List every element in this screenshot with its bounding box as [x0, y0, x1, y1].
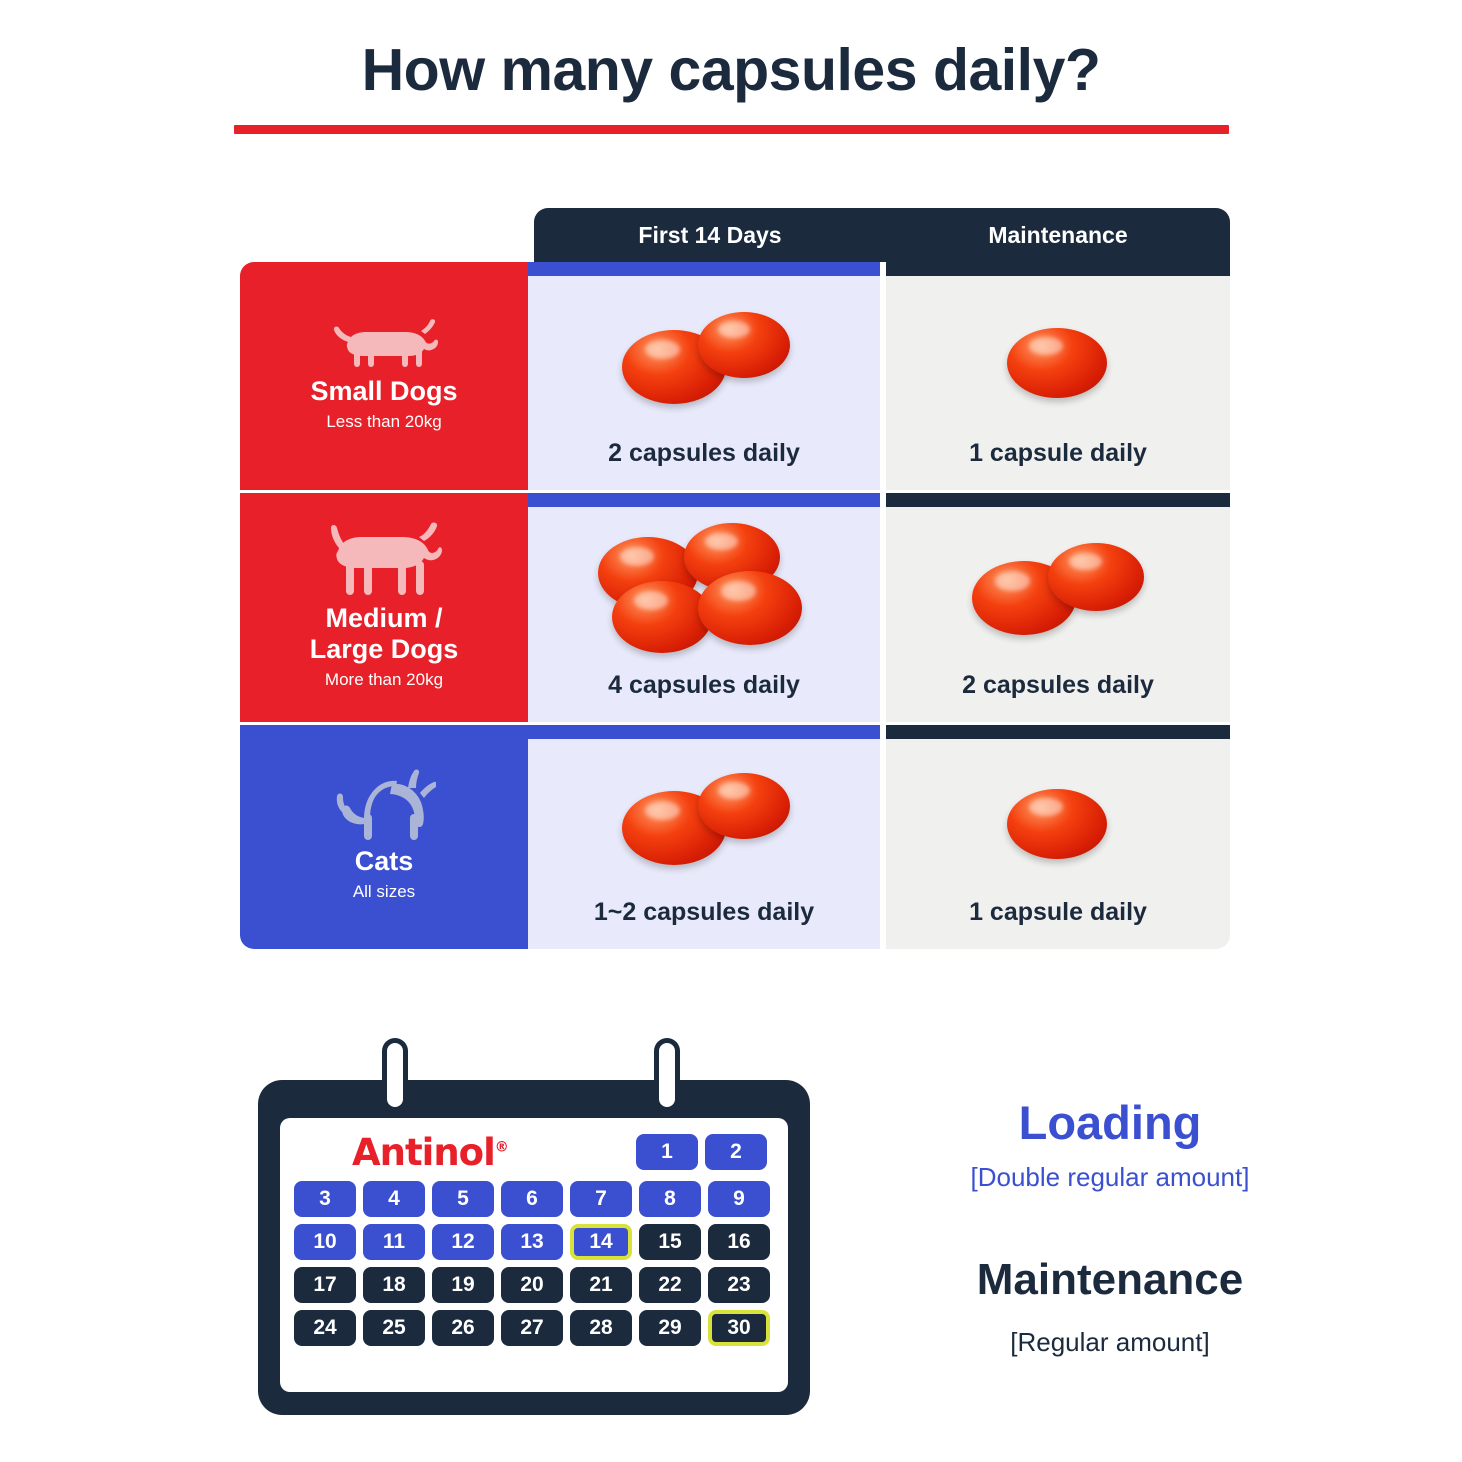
calendar-day[interactable]: 24: [294, 1310, 356, 1346]
category-sublabel: Less than 20kg: [326, 412, 442, 432]
labrador-icon: [326, 519, 442, 599]
cell-medium-maintenance: [886, 493, 1230, 722]
category-cell-small-dogs: [240, 262, 528, 490]
calendar-day[interactable]: 10: [294, 1224, 356, 1260]
calendar-day[interactable]: 28: [570, 1310, 632, 1346]
cell-small-first14: [528, 262, 880, 490]
calendar-day[interactable]: 12: [432, 1224, 494, 1260]
dachshund-icon: [330, 314, 438, 372]
table-body: [240, 262, 1230, 949]
legend-loading-subtitle: [Double regular amount]: [970, 1162, 1250, 1192]
dosage-table: [240, 208, 1230, 943]
cell-accent-bar: [528, 725, 880, 739]
calendar-day-30-highlighted[interactable]: 30: [708, 1310, 770, 1346]
calendar-day[interactable]: 15: [639, 1224, 701, 1260]
legend-loading-title: Loading: [1018, 1096, 1202, 1149]
calendar-day[interactable]: 5: [432, 1181, 494, 1217]
calendar-day[interactable]: 20: [501, 1267, 563, 1303]
category-cell-cats: [240, 725, 528, 949]
calendar-day-14-highlighted[interactable]: 14: [570, 1224, 632, 1260]
page-title: How many capsules daily?: [361, 37, 1101, 103]
legend: [830, 1095, 1390, 1358]
capsule-illustration-2: [528, 739, 880, 898]
calendar-day[interactable]: 13: [501, 1224, 563, 1260]
cell-medium-first14: [528, 493, 880, 722]
category-label-line2: Large Dogs: [309, 633, 459, 664]
calendar-day[interactable]: 25: [363, 1310, 425, 1346]
calendar-day[interactable]: 6: [501, 1181, 563, 1217]
calendar-sheet: [280, 1118, 788, 1392]
brand-logo: [294, 1131, 636, 1174]
calendar-day[interactable]: 19: [432, 1267, 494, 1303]
brand-registered-mark: ®: [494, 1139, 508, 1156]
calendar-ring-left: [382, 1038, 408, 1112]
calendar-day[interactable]: 22: [639, 1267, 701, 1303]
category-sublabel: More than 20kg: [324, 669, 444, 689]
category-label-line1: Medium /: [325, 603, 443, 634]
calendar-day-grid: [294, 1181, 774, 1346]
calendar-ring-right: [654, 1038, 680, 1112]
category-label: Small Dogs: [310, 375, 458, 406]
category-sublabel: All sizes: [352, 882, 416, 902]
column-header-maintenance: Maintenance: [886, 208, 1230, 262]
calendar-day[interactable]: 17: [294, 1267, 356, 1303]
cell-accent-bar: [528, 262, 880, 276]
calendar-day[interactable]: 27: [501, 1310, 563, 1346]
cell-cats-maintenance: [886, 725, 1230, 949]
calendar-day[interactable]: 9: [708, 1181, 770, 1217]
cell-accent-bar: [528, 493, 880, 507]
cell-label: 1~2 capsules daily: [593, 898, 815, 926]
calendar-day[interactable]: 1: [636, 1134, 698, 1170]
cell-label: 2 capsules daily: [962, 671, 1154, 699]
cell-label: 1 capsule daily: [969, 898, 1147, 926]
calendar-day[interactable]: 4: [363, 1181, 425, 1217]
category-label: Cats: [354, 845, 414, 876]
capsule-illustration-2: [528, 276, 880, 439]
table-header-row: [534, 208, 1230, 262]
calendar-day[interactable]: 3: [294, 1181, 356, 1217]
table-row: [240, 725, 1230, 949]
calendar-day[interactable]: 29: [639, 1310, 701, 1346]
cell-small-maintenance: [886, 262, 1230, 490]
legend-maintenance-title: Maintenance: [976, 1255, 1244, 1304]
calendar-day[interactable]: 8: [639, 1181, 701, 1217]
brand-name: Antinol: [352, 1130, 495, 1174]
calendar-day[interactable]: 16: [708, 1224, 770, 1260]
table-row: [240, 493, 1230, 722]
calendar-day[interactable]: 26: [432, 1310, 494, 1346]
calendar-brand-row: [294, 1130, 774, 1174]
capsule-illustration-1: [886, 276, 1230, 439]
calendar-first-days: [636, 1134, 774, 1170]
calendar-widget: [258, 1080, 810, 1415]
cell-label: 1 capsule daily: [969, 439, 1147, 467]
capsule-illustration-1: [886, 739, 1230, 898]
cat-icon: [332, 766, 436, 842]
column-header-first-14-days: First 14 Days: [534, 208, 886, 262]
legend-maintenance-subtitle: [Regular amount]: [1010, 1327, 1210, 1357]
calendar-day[interactable]: 2: [705, 1134, 767, 1170]
category-cell-medium-large-dogs: [240, 493, 528, 722]
calendar-day[interactable]: 11: [363, 1224, 425, 1260]
cell-accent-bar: [886, 262, 1230, 276]
calendar-day[interactable]: 21: [570, 1267, 632, 1303]
page-header: [0, 38, 1462, 134]
category-label: [310, 603, 459, 663]
cell-label: 2 capsules daily: [608, 439, 800, 467]
cell-label: 4 capsules daily: [608, 671, 800, 699]
calendar-day[interactable]: 18: [363, 1267, 425, 1303]
cell-cats-first14: [528, 725, 880, 949]
calendar-day[interactable]: 23: [708, 1267, 770, 1303]
cell-accent-bar: [886, 725, 1230, 739]
capsule-illustration-4: [528, 507, 880, 671]
cell-accent-bar: [886, 493, 1230, 507]
capsule-illustration-2: [886, 507, 1230, 671]
title-divider: [234, 125, 1229, 134]
calendar-day[interactable]: 7: [570, 1181, 632, 1217]
table-row: [240, 262, 1230, 490]
